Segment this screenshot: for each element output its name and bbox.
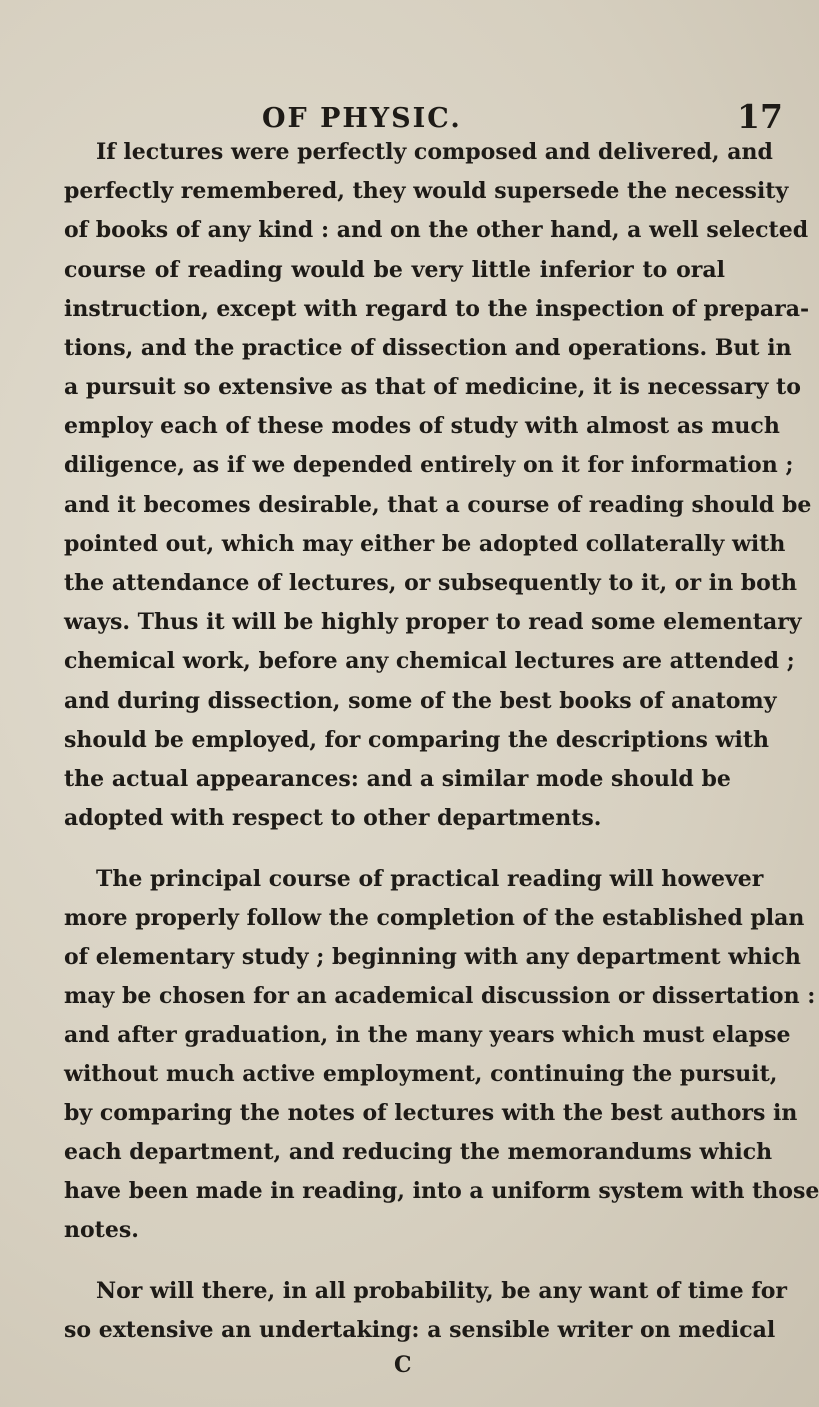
text-line: ways. Thus it will be highly proper to read some elementary xyxy=(64,609,802,635)
text-line: adopted with respect to other departments. xyxy=(64,805,602,831)
text-line: employ each of these modes of study with almost as much xyxy=(64,413,780,439)
text-line: Nor will there, in all probability, be any want of time for xyxy=(96,1278,788,1304)
text-line: so extensive an undertaking: a sensible writer on medical xyxy=(64,1317,776,1343)
running-title: OF PHYSIC. xyxy=(262,103,462,134)
text-line: and it becomes desirable, that a course of reading should be xyxy=(64,492,812,518)
text-line: each department, and reducing the memorandums which xyxy=(64,1139,773,1165)
text-line: diligence, as if we depended entirely on it for information ; xyxy=(64,452,794,478)
text-line: of elementary study ; beginning with any department which xyxy=(64,944,801,970)
signature-mark: C xyxy=(394,1352,412,1378)
text-line: a pursuit so extensive as that of medicine, it is necessary to xyxy=(64,374,801,400)
page-number: 17 xyxy=(737,97,783,136)
text-line: the actual appearances: and a similar mode should be xyxy=(64,766,731,792)
text-line: tions, and the practice of dissection and operations. But in xyxy=(64,335,792,361)
text-line: course of reading would be very little inferior to oral xyxy=(64,257,725,283)
text-line: notes. xyxy=(64,1217,139,1243)
text-line: have been made in reading, into a uniform system with those xyxy=(64,1178,819,1204)
text-line: chemical work, before any chemical lectures are attended ; xyxy=(64,648,795,674)
text-line: of books of any kind : and on the other hand, a well selected xyxy=(64,217,809,243)
text-line: may be chosen for an academical discussion or dissertation : xyxy=(64,983,816,1009)
text-line: instruction, except with regard to the inspection of prepara- xyxy=(64,296,810,322)
text-line: the attendance of lectures, or subsequently to it, or in both xyxy=(64,570,797,596)
text-line: without much active employment, continuing the pursuit, xyxy=(64,1061,778,1087)
text-line: should be employed, for comparing the descriptions with xyxy=(64,727,770,753)
text-line: by comparing the notes of lectures with the best authors in xyxy=(64,1100,798,1126)
text-line: and after graduation, in the many years which must elapse xyxy=(64,1022,791,1048)
text-line: The principal course of practical reading will however xyxy=(96,866,764,892)
text-line: pointed out, which may either be adopted collaterally with xyxy=(64,531,786,557)
text-line: more properly follow the completion of the established plan xyxy=(64,905,805,931)
text-line: and during dissection, some of the best books of anatomy xyxy=(64,688,777,714)
text-line: perfectly remembered, they would supersede the necessity xyxy=(64,178,789,204)
text-line: If lectures were perfectly composed and delivered, and xyxy=(96,139,773,165)
